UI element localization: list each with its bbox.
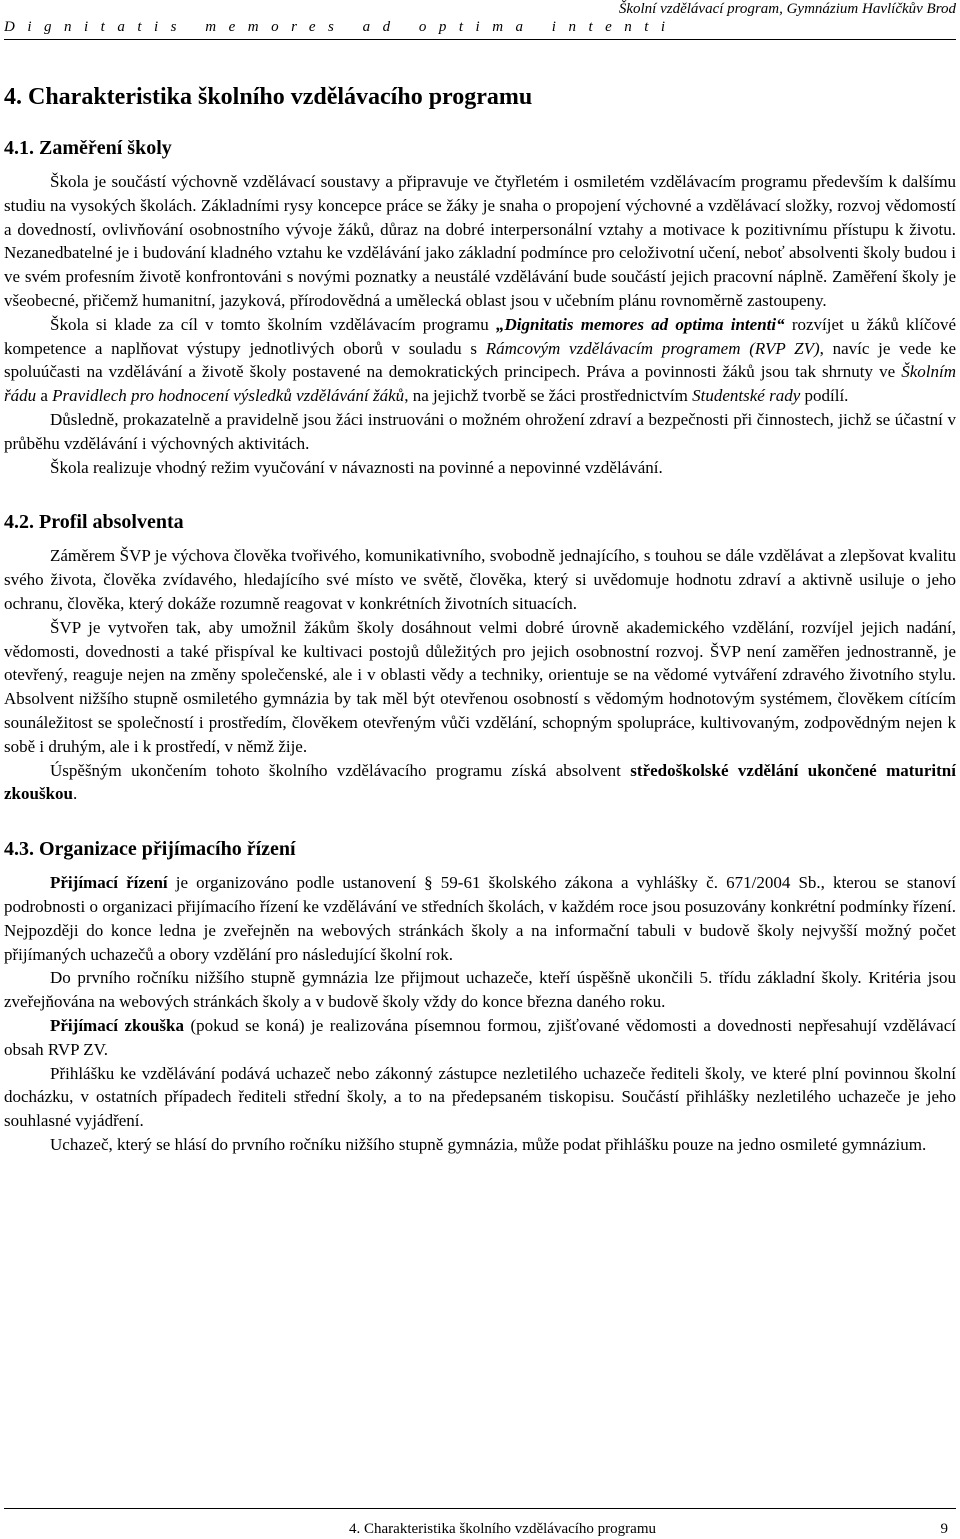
section-profil-absolventa	[4, 509, 956, 806]
page-footer	[4, 1508, 956, 1537]
text-run: , na jejichž tvorbě se žáci prostřednictvím	[404, 386, 693, 406]
text-run: a	[36, 386, 53, 406]
term-bold: Přijímací zkouška	[50, 1015, 184, 1035]
paragraph: Do prvního ročníku nižšího stupně gymnázia lze přijmout uchazeče, kteří úspěšně ukončili 5. třídu základní školy. Kritéria jsou zveřejňována na webových stránkách školy a v budově školy vždy do konce března daného roku.	[4, 968, 956, 1012]
text-run: rozvíjet u žáků klíčové kompetence a naplňovat výstupy jednotlivých oborů v souladu s	[4, 314, 956, 358]
paragraph: Záměrem ŠVP je výchova člověka tvořivého, komunikativního, svobodně jednajícího, s touhou se dále vzdělávat a zlepšovat kvalitu svého života, člověka zvídavého, hledajícího své místo ve světě, člověka, který si uvědomuje hodnotu zdraví a aktivně usiluje o jeho ochranu, člověka, který dokáže rozumně reagovat v konkrétních životních situacích.	[4, 546, 956, 613]
text-run: podílí.	[800, 386, 849, 406]
section-heading: 4.2. Profil absolventa	[4, 511, 184, 534]
paragraph: Uchazeč, který se hlásí do prvního ročníku nižšího stupně gymnázia, může podat přihlášku pouze na jedno osmileté gymnázium.	[50, 1134, 927, 1154]
rvp-reference: Rámcovým vzdělávacím programem (RVP ZV)	[485, 338, 820, 358]
section-zamereni-skoly	[4, 135, 956, 479]
paragraph	[4, 313, 956, 408]
footer-chapter-title: 4. Charakteristika školního vzdělávacího programu	[349, 1521, 656, 1537]
section-heading: 4.3. Organizace přijímacího řízení	[4, 838, 296, 861]
paragraph: Škola je součástí výchovně vzdělávací soustavy a připravuje ve čtyřletém i osmiletém vzdělávacím programu především k dalšímu studiu na vysokých školách. Základními rysy koncepce práce se žáky je snaha o propojení výchovné a vzdělávací složky, rozvoj vědomostí a dovedností, ovlivňování osobnostního vývoje žáků, důraz na dobré interpersonální vztahy a motivace k pozitivnímu přístupu k životu. Nezanedbatelné je i budování kladného vztahu ke vzdělávání jako základní podmínce pro celoživotní učení, neboť absolventi školy budou i ve svém profesním životě konfrontováni s novými poznatky a neustálé vzdělávání bude součástí jejich pracovní náplně. Zaměření školy je všeobecné, přičemž humanitní, jazyková, přírodovědná a umělecká oblast jsou v učebním plánu rovnoměrně zastoupeny.	[4, 172, 956, 310]
chapter-title: 4. Charakteristika školního vzdělávacího programu	[4, 84, 533, 110]
section-organizace-prijimaciho-rizeni	[4, 836, 956, 1157]
header-rule	[4, 39, 956, 40]
text-run: , navíc je vede ke spoluúčasti na vzdělávání a životě školy postavené na demokratických principech. Práva a povinnosti žáků jsou tak shrnuty ve	[4, 338, 957, 382]
paragraph: ŠVP je vytvořen tak, aby umožnil žákům školy dosáhnout velmi dobré úrovně akademického vzdělání, rozvíjel jejich nadání, vědomosti, dovednosti a také přispíval ke kultivaci postojů důležitých pro jejich osobnostní rozvoj. ŠVP není zaměřen jednostranně, je otevřený, reaguje nejen na změny společenské, ale i v oblasti vědy a techniky, orientuje se na vědomé vytváření zdravého životního stylu. Absolvent nižšího stupně osmiletého gymnázia by tak měl být otevřenou osobností s vědomým hodnotovým systémem, člověkem cítícím sounáležitost se společností i prostředím, člověkem otevřeným vůči vzdělání, schopným spolupráce, kultivovaným, zodpovědným nejen k sobě i druhým, ale i k prostředí, v němž žije.	[4, 617, 956, 756]
text-run: Úspěšným ukončením tohoto školního vzdělávacího programu získá absolvent	[50, 760, 631, 780]
paragraph: Důsledně, prokazatelně a pravidelně jsou žáci instruováni o možném ohrožení zdraví a bezpečnosti při činnostech, jichž se účastní v průběhu vzdělávání i výchovných aktivitách.	[4, 409, 956, 453]
text-run: Škola si klade za cíl v tomto školním vzdělávacím programu	[50, 314, 497, 334]
paragraph: Přihlášku ke vzdělávání podává uchazeč nebo zákonný zástupce nezletilého uchazeče řediteli školy, ve které plní povinnou školní docházku, v ostatních případech řediteli střední školy, a to na předepsaném tiskopisu. Součástí přihlášky nezletilého uchazeče je jeho souhlasné vyjádření.	[4, 1063, 956, 1131]
skolni-rad-reference: Školním řádu	[4, 362, 956, 406]
paragraph	[4, 1014, 956, 1062]
header-school-name: Školní vzdělávací program, Gymnázium Havlíčkův Brod	[618, 1, 956, 17]
text-run: je organizováno podle ustanovení § 59-61 školského zákona a vyhlášky č. 671/2004 Sb., kterou se stanoví podrobnosti o organizaci přijímacího řízení ke vzdělávání ve středních školách, v každém roce jsou posuzovány konkrétní podmínky řízení. Nejpozději do konce ledna je zveřejněn na webových stránkách školy a na informační tabuli v budově školy nejvyšší možný počet přijímaných uchazečů a obory vzdělání pro následující školní rok.	[4, 873, 956, 964]
section-heading: 4.1. Zaměření školy	[4, 137, 172, 159]
paragraph	[4, 759, 956, 807]
paragraph	[4, 871, 956, 966]
page-content	[4, 76, 956, 1157]
term-bold: Přijímací řízení	[50, 873, 168, 893]
text-run: .	[72, 784, 78, 804]
page-header	[4, 0, 956, 40]
page-number: 9	[940, 1521, 948, 1537]
qualification-bold: středoškolské vzdělání ukončené maturitní zkouškou	[4, 760, 956, 804]
program-name: „Dignitatis memores ad optima intenti“	[496, 314, 785, 334]
studentska-rada-reference: Studentské rady	[692, 386, 801, 406]
text-run: (pokud se koná) je realizována písemnou formou, zjišťované vědomosti a dovednosti nepřesahují vzdělávací obsah RVP ZV.	[4, 1015, 956, 1059]
pravidla-reference: Pravidlech pro hodnocení výsledků vzdělávání žáků	[52, 386, 405, 406]
paragraph: Škola realizuje vhodný režim vyučování v návaznosti na povinné a nepovinné vzdělávání.	[50, 457, 663, 477]
header-motto: Dignitatis memores ad optima intenti	[4, 19, 678, 35]
